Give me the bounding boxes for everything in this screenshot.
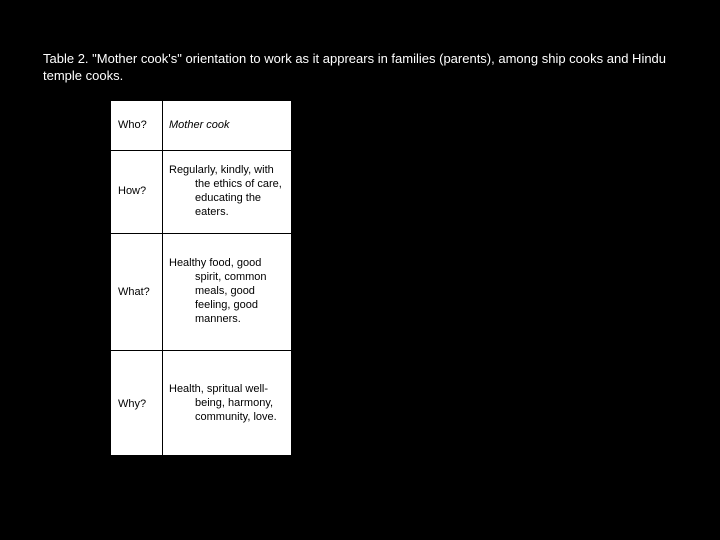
row-header-what: What?: [118, 286, 150, 298]
row-header-why: Why?: [118, 398, 147, 410]
row-value-how: Regularly, kindly, with the ethics of care, educating the eaters.: [169, 164, 282, 218]
row-value-why: Health, spritual well-being, harmony, community, love.: [169, 383, 277, 423]
row-header-who: Who?: [118, 119, 147, 131]
table-caption: Table 2. "Mother cook's" orientation to work as it apprears in families (parents), among ship cooks and Hindu temple cooks.: [43, 51, 667, 83]
table-row-how: [111, 151, 291, 234]
row-value-who: Mother cook: [169, 119, 230, 131]
table-row-why: [111, 351, 291, 455]
row-value-what: Healthy food, good spirit, common meals, good feeling, good manners.: [169, 257, 267, 325]
table-row-who: [111, 101, 291, 151]
orientation-table: [110, 100, 292, 456]
row-header-how: How?: [118, 185, 147, 197]
table-row-what: [111, 234, 291, 351]
